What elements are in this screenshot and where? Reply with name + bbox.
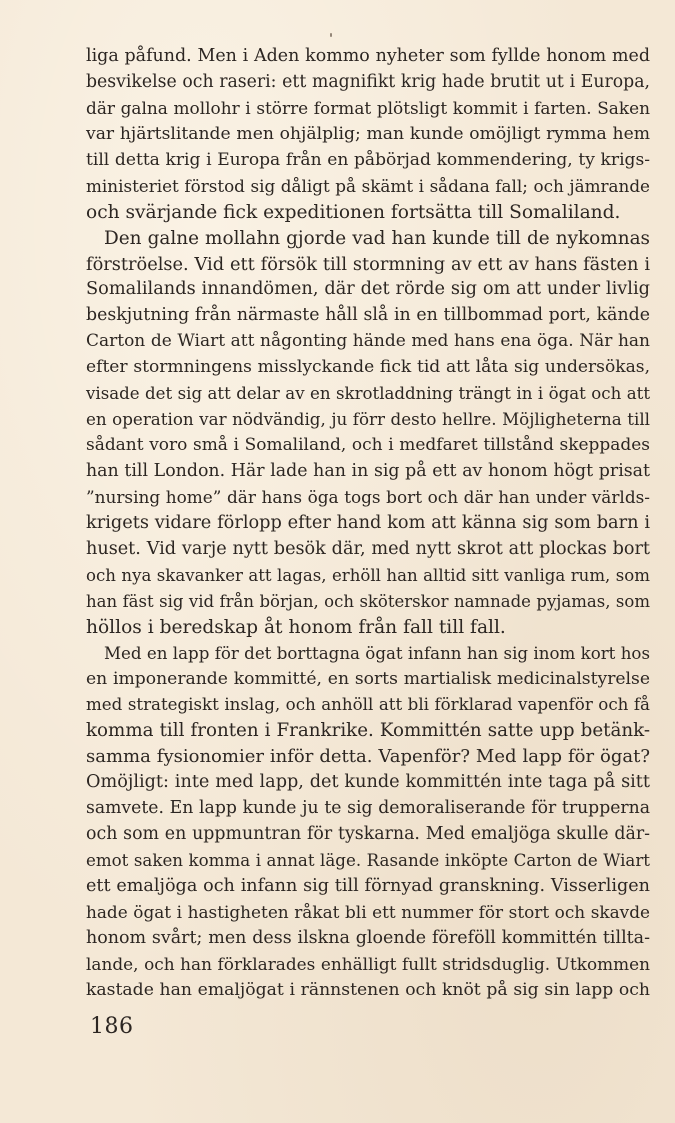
- text-line: lande, och han förklarades enhälligt fullt stridsduglig. Utkommen: [86, 953, 650, 974]
- text-line: samma fysionomier inför detta. Vapenför? Med lapp för ögat?: [86, 746, 650, 768]
- text-line: efter stormningens misslyckande fick tid att låta sig undersökas,: [86, 357, 650, 378]
- text-line: Somalilands innandömen, där det rörde sig om att under livlig: [86, 279, 650, 300]
- text-line: ”nursing home” där hans öga togs bort och där han under världs-: [86, 486, 650, 507]
- text-line: Den galne mollahn gjorde vad han kunde till de nykomnas: [104, 227, 650, 249]
- body-text: [86, 44, 650, 1004]
- page-number: 186: [90, 1014, 134, 1039]
- text-line: emot saken komma i annat läge. Rasande inköpte Carton de Wiart: [86, 851, 650, 871]
- text-line: och svärjande fick expeditionen fortsätta till Somaliland.: [86, 201, 621, 223]
- paragraph: [86, 226, 650, 641]
- text-line: till detta krig i Europa från en påbörjad kommendering, ty krigs-: [86, 149, 650, 170]
- text-line: honom svårt; men dess ilskna gloende föreföll kommittén tillta-: [86, 927, 650, 948]
- text-line: han till London. Här lade han in sig på ett av honom högt prisat: [86, 461, 650, 481]
- text-line: och nya skavanker att lagas, erhöll han alltid sitt vanliga rum, som: [86, 565, 650, 585]
- text-line: en imponerande kommitté, en sorts martialisk medicinalstyrelse: [86, 668, 650, 689]
- text-line: besvikelse och raseri: ett magnifikt krig hade brutit ut i Europa,: [86, 71, 650, 92]
- text-line: hade ögat i hastigheten råkat bli ett nummer för stort och skavde: [86, 901, 650, 922]
- text-line: förströelse. Vid ett försök till stormning av ett av hans fästen i: [86, 253, 650, 275]
- text-line: och som en uppmuntran för tyskarna. Med emaljöga skulle där-: [86, 824, 650, 845]
- text-line: visade det sig att delar av en skrotladdning trängt in i ögat och att: [86, 384, 650, 404]
- text-line: var hjärtslitande men ohjälplig; man kunde omöjligt rymma hem: [86, 123, 650, 144]
- text-line: ett emaljöga och infann sig till förnyad granskning. Visserligen: [86, 876, 650, 896]
- text-line: ministeriet förstod sig dåligt på skämt i sådana fall; och jämrande: [86, 175, 650, 196]
- text-line: med strategiskt inslag, och anhöll att bli förklarad vapenför och få: [86, 695, 650, 715]
- paragraph: [86, 44, 650, 226]
- text-line: en operation var nödvändig, ju förr desto hellre. Möjligheterna till: [86, 409, 650, 430]
- text-line: Carton de Wiart att någonting hände med hans ena öga. När han: [86, 331, 650, 352]
- text-line: huset. Vid varje nytt besök där, med nytt skrot att plockas bort: [86, 538, 650, 559]
- text-line: Omöjligt: inte med lapp, det kunde kommittén inte taga på sitt: [86, 772, 650, 793]
- text-line: kastade han emaljögat i rännstenen och knöt på sig sin lapp och: [86, 979, 650, 1000]
- text-line: komma till fronten i Frankrike. Kommittén satte upp betänk-: [86, 720, 650, 742]
- ink-speck: [330, 33, 332, 37]
- text-line: beskjutning från närmaste håll slå in en tillbommad port, kände: [86, 305, 650, 326]
- text-line: där galna mollohr i större format plötsligt kommit i farten. Saken: [86, 97, 650, 118]
- text-line: höllos i beredskap åt honom från fall till fall.: [86, 616, 506, 638]
- text-line: Med en lapp för det borttagna ögat infann han sig inom kort hos: [104, 643, 650, 663]
- text-line: sådant voro små i Somaliland, och i medfaret tillstånd skeppades: [86, 435, 650, 456]
- text-line: liga påfund. Men i Aden kommo nyheter som fyllde honom med: [86, 46, 650, 66]
- text-line: samvete. En lapp kunde ju te sig demoraliserande för trupperna: [86, 798, 650, 819]
- text-line: krigets vidare förlopp efter hand kom att känna sig som barn i: [86, 512, 650, 533]
- text-line: han fäst sig vid från början, och sköterskor namnade pyjamas, som: [86, 591, 650, 611]
- paragraph: [86, 641, 650, 1004]
